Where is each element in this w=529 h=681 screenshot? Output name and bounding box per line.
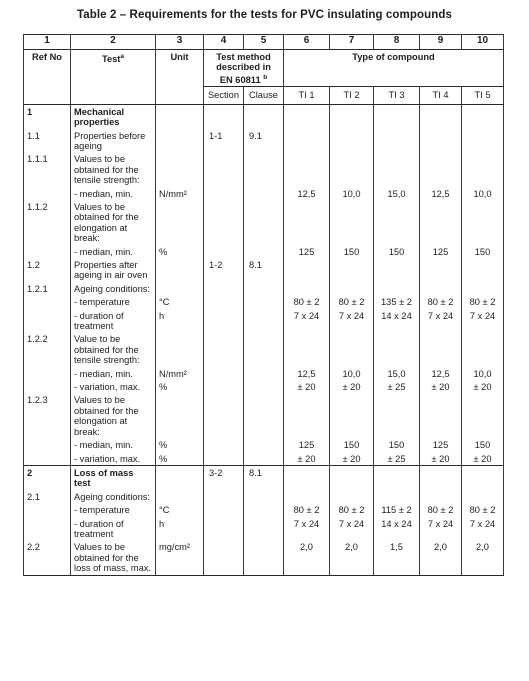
compound-value-cell (284, 129, 330, 153)
compound-value-cell (330, 332, 374, 366)
compound-value-cell (462, 332, 504, 366)
ref-no-cell: 1.1.1 (24, 152, 71, 186)
compound-value-cell (462, 465, 504, 489)
clause-cell (244, 367, 284, 380)
ref-no-cell: 1.2.3 (24, 393, 71, 438)
table-row (24, 438, 504, 451)
compound-value-cell: 14 x 24 (374, 309, 420, 333)
compound-value-cell (284, 465, 330, 489)
unit-cell: N/mm² (156, 187, 204, 200)
unit-cell (156, 129, 204, 153)
compound-value-cell: 80 ± 2 (462, 503, 504, 516)
table-body (24, 104, 504, 575)
unit-cell: mg/cm² (156, 540, 204, 575)
compound-value-cell (374, 465, 420, 489)
section-cell (204, 104, 244, 128)
compound-value-cell: 80 ± 2 (330, 503, 374, 516)
clause-cell (244, 187, 284, 200)
compound-value-cell (420, 200, 462, 245)
compound-value-cell: 125 (284, 245, 330, 258)
compound-value-cell (420, 282, 462, 295)
header-ref-no: Ref No (24, 50, 71, 105)
ref-no-cell: 1 (24, 104, 71, 128)
compound-value-cell: 125 (420, 245, 462, 258)
compound-value-cell (420, 129, 462, 153)
test-cell: Loss of mass test (71, 465, 156, 489)
unit-cell (156, 465, 204, 489)
clause-cell (244, 452, 284, 466)
clause-cell (244, 295, 284, 308)
test-cell: Properties before ageing (71, 129, 156, 153)
header-test: Test$^a$ (71, 50, 156, 105)
table-row (24, 503, 504, 516)
column-number: 3 (156, 35, 204, 50)
ref-no-cell: 2.1 (24, 490, 71, 503)
unit-cell (156, 104, 204, 128)
compound-value-cell (420, 490, 462, 503)
compound-value-cell: 150 (374, 438, 420, 451)
table-caption: Table 2 – Requirements for the tests for PVC insulating compounds (77, 9, 452, 21)
compound-value-cell (462, 129, 504, 153)
clause-cell (244, 503, 284, 516)
ref-no-cell (24, 452, 71, 466)
ref-no-cell: 2.2 (24, 540, 71, 575)
table-row (24, 282, 504, 295)
compound-value-cell (462, 258, 504, 282)
table-row (24, 187, 504, 200)
compound-value-cell (374, 200, 420, 245)
compound-value-cell (284, 282, 330, 295)
compound-value-cell: 150 (462, 245, 504, 258)
table-row (24, 393, 504, 438)
clause-cell (244, 104, 284, 128)
table-row (24, 540, 504, 575)
section-cell (204, 490, 244, 503)
compound-value-cell: 2,0 (330, 540, 374, 575)
compound-value-cell: 80 ± 2 (420, 295, 462, 308)
test-cell: Properties after ageing in air oven (71, 258, 156, 282)
test-cell: Values to be obtained for the elongation at break: (71, 200, 156, 245)
table-row (24, 452, 504, 466)
test-cell: - median, min. (71, 438, 156, 451)
column-number: 8 (374, 35, 420, 50)
compound-value-cell (462, 282, 504, 295)
compound-value-cell (374, 490, 420, 503)
compound-value-cell: 7 x 24 (284, 309, 330, 333)
table-row (24, 258, 504, 282)
section-cell: 3-2 (204, 465, 244, 489)
section-cell: 1-2 (204, 258, 244, 282)
clause-cell (244, 309, 284, 333)
compound-value-cell (462, 200, 504, 245)
compound-value-cell (284, 490, 330, 503)
compound-value-cell (374, 258, 420, 282)
unit-cell: °C (156, 503, 204, 516)
section-cell (204, 393, 244, 438)
column-number-row (24, 35, 504, 50)
table-row (24, 104, 504, 128)
unit-cell (156, 152, 204, 186)
compound-value-cell: 135 ± 2 (374, 295, 420, 308)
ref-no-cell (24, 367, 71, 380)
compound-value-cell: ± 20 (284, 380, 330, 393)
unit-cell (156, 393, 204, 438)
compound-value-cell (330, 200, 374, 245)
test-cell: Ageing conditions: (71, 282, 156, 295)
compound-value-cell (330, 129, 374, 153)
unit-cell: % (156, 438, 204, 451)
clause-cell (244, 393, 284, 438)
column-number: 6 (284, 35, 330, 50)
compound-value-cell (420, 465, 462, 489)
header-compound: TI 1 (284, 87, 330, 104)
compound-value-cell: 2,0 (284, 540, 330, 575)
table-row (24, 490, 504, 503)
compound-value-cell (330, 393, 374, 438)
compound-value-cell (374, 104, 420, 128)
column-number: 10 (462, 35, 504, 50)
compound-value-cell: 12,5 (284, 187, 330, 200)
clause-cell (244, 380, 284, 393)
clause-cell (244, 282, 284, 295)
section-cell (204, 517, 244, 541)
test-cell: - temperature (71, 503, 156, 516)
section-cell (204, 309, 244, 333)
compound-value-cell: ± 25 (374, 380, 420, 393)
compound-value-cell: ± 20 (462, 452, 504, 466)
table-row (24, 245, 504, 258)
table-row (24, 309, 504, 333)
test-cell: Mechanical properties (71, 104, 156, 128)
compound-value-cell (330, 465, 374, 489)
compound-value-cell (374, 332, 420, 366)
section-cell (204, 438, 244, 451)
test-cell: - variation, max. (71, 380, 156, 393)
compound-value-cell (420, 332, 462, 366)
compound-value-cell: 7 x 24 (330, 517, 374, 541)
test-cell: - median, min. (71, 367, 156, 380)
clause-cell (244, 152, 284, 186)
unit-cell: °C (156, 295, 204, 308)
compound-value-cell (330, 490, 374, 503)
table-row (24, 380, 504, 393)
compound-value-cell: 115 ± 2 (374, 503, 420, 516)
compound-value-cell: ± 20 (420, 452, 462, 466)
compound-value-cell: 80 ± 2 (330, 295, 374, 308)
compound-value-cell: 10,0 (330, 367, 374, 380)
compound-value-cell (284, 152, 330, 186)
ref-no-cell (24, 380, 71, 393)
compound-value-cell: ± 25 (374, 452, 420, 466)
compound-value-cell: 7 x 24 (330, 309, 374, 333)
header-compound: TI 5 (462, 87, 504, 104)
compound-value-cell: 2,0 (420, 540, 462, 575)
table-row (24, 465, 504, 489)
compound-value-cell: 10,0 (462, 367, 504, 380)
ref-no-cell: 2 (24, 465, 71, 489)
section-cell (204, 245, 244, 258)
compound-value-cell (284, 393, 330, 438)
unit-cell (156, 282, 204, 295)
compound-value-cell: ± 20 (420, 380, 462, 393)
test-cell: - variation, max. (71, 452, 156, 466)
section-cell (204, 380, 244, 393)
column-number: 5 (244, 35, 284, 50)
section-cell (204, 200, 244, 245)
compound-value-cell (420, 258, 462, 282)
header-compound: TI 4 (420, 87, 462, 104)
ref-no-cell: 1.2.2 (24, 332, 71, 366)
clause-cell: 8.1 (244, 258, 284, 282)
ref-no-cell (24, 245, 71, 258)
clause-cell: 8.1 (244, 465, 284, 489)
compound-value-cell (330, 282, 374, 295)
section-cell (204, 367, 244, 380)
compound-value-cell (330, 258, 374, 282)
clause-cell: 9.1 (244, 129, 284, 153)
compound-value-cell (420, 152, 462, 186)
compound-value-cell (284, 200, 330, 245)
compound-value-cell (462, 393, 504, 438)
table-row (24, 152, 504, 186)
unit-cell: % (156, 380, 204, 393)
compound-value-cell: 2,0 (462, 540, 504, 575)
compound-value-cell: ± 20 (330, 452, 374, 466)
test-cell: Values to be obtained for the elongation at break: (71, 393, 156, 438)
compound-value-cell: 7 x 24 (284, 517, 330, 541)
compound-value-cell (462, 152, 504, 186)
compound-value-cell (462, 490, 504, 503)
clause-cell (244, 332, 284, 366)
header-compound: TI 2 (330, 87, 374, 104)
compound-value-cell (462, 104, 504, 128)
unit-cell: h (156, 517, 204, 541)
test-cell: Values to be obtained for the tensile strength: (71, 152, 156, 186)
unit-cell (156, 200, 204, 245)
unit-cell: % (156, 452, 204, 466)
compound-value-cell (330, 152, 374, 186)
compound-value-cell: 7 x 24 (462, 309, 504, 333)
compound-value-cell: 125 (284, 438, 330, 451)
header-test-method: Test method described in EN 60811 $^b$ (204, 50, 284, 87)
ref-no-cell (24, 438, 71, 451)
header-type-of-compound: Type of compound (284, 50, 504, 87)
column-number: 1 (24, 35, 71, 50)
compound-value-cell: 80 ± 2 (462, 295, 504, 308)
test-cell: Value to be obtained for the tensile strength: (71, 332, 156, 366)
compound-value-cell: 125 (420, 438, 462, 451)
column-number: 4 (204, 35, 244, 50)
section-cell (204, 332, 244, 366)
section-cell (204, 540, 244, 575)
ref-no-cell: 1.2 (24, 258, 71, 282)
ref-no-cell (24, 309, 71, 333)
unit-cell (156, 258, 204, 282)
compound-value-cell (374, 282, 420, 295)
clause-cell (244, 540, 284, 575)
ref-no-cell: 1.1.2 (24, 200, 71, 245)
clause-cell (244, 517, 284, 541)
requirements-table (23, 34, 504, 576)
table-row (24, 332, 504, 366)
section-cell (204, 152, 244, 186)
compound-value-cell (374, 129, 420, 153)
compound-value-cell (374, 393, 420, 438)
unit-cell (156, 332, 204, 366)
compound-value-cell (284, 258, 330, 282)
compound-value-cell: 150 (374, 245, 420, 258)
ref-no-cell (24, 295, 71, 308)
table-row (24, 367, 504, 380)
compound-value-cell: 150 (462, 438, 504, 451)
column-number: 7 (330, 35, 374, 50)
test-cell: - duration of treatment (71, 309, 156, 333)
column-number: 2 (71, 35, 156, 50)
compound-value-cell (284, 332, 330, 366)
test-cell: - median, min. (71, 187, 156, 200)
compound-value-cell (420, 104, 462, 128)
compound-value-cell (284, 104, 330, 128)
compound-value-cell: 1,5 (374, 540, 420, 575)
unit-cell: N/mm² (156, 367, 204, 380)
table-row (24, 295, 504, 308)
compound-value-cell: 15,0 (374, 187, 420, 200)
ref-no-cell (24, 517, 71, 541)
compound-value-cell: 12,5 (420, 367, 462, 380)
clause-cell (244, 245, 284, 258)
ref-no-cell (24, 187, 71, 200)
section-cell (204, 503, 244, 516)
header-unit: Unit (156, 50, 204, 105)
test-cell: - median, min. (71, 245, 156, 258)
table-row (24, 200, 504, 245)
compound-value-cell: 7 x 24 (420, 517, 462, 541)
compound-value-cell: 80 ± 2 (284, 503, 330, 516)
compound-value-cell: 10,0 (330, 187, 374, 200)
compound-value-cell: 150 (330, 245, 374, 258)
compound-value-cell: ± 20 (462, 380, 504, 393)
test-cell: - temperature (71, 295, 156, 308)
test-cell: Values to be obtained for the loss of mass, max. (71, 540, 156, 575)
ref-no-cell: 1.1 (24, 129, 71, 153)
ref-no-cell (24, 503, 71, 516)
unit-cell: % (156, 245, 204, 258)
table-row (24, 129, 504, 153)
section-cell (204, 452, 244, 466)
compound-value-cell: 7 x 24 (462, 517, 504, 541)
section-cell: 1-1 (204, 129, 244, 153)
column-number: 9 (420, 35, 462, 50)
unit-cell (156, 490, 204, 503)
compound-value-cell: 15,0 (374, 367, 420, 380)
test-cell: - duration of treatment (71, 517, 156, 541)
section-cell (204, 187, 244, 200)
compound-value-cell (330, 104, 374, 128)
ref-no-cell: 1.2.1 (24, 282, 71, 295)
compound-value-cell (420, 393, 462, 438)
header-row (24, 50, 504, 87)
clause-cell (244, 438, 284, 451)
clause-cell (244, 200, 284, 245)
clause-cell (244, 490, 284, 503)
compound-value-cell: 12,5 (284, 367, 330, 380)
header-compound: TI 3 (374, 87, 420, 104)
unit-cell: h (156, 309, 204, 333)
compound-value-cell: 80 ± 2 (284, 295, 330, 308)
compound-value-cell: 7 x 24 (420, 309, 462, 333)
compound-value-cell: 150 (330, 438, 374, 451)
compound-value-cell: 10,0 (462, 187, 504, 200)
table-row (24, 517, 504, 541)
compound-value-cell: ± 20 (330, 380, 374, 393)
section-cell (204, 282, 244, 295)
section-cell (204, 295, 244, 308)
header-section: Section (204, 87, 244, 104)
compound-value-cell: 80 ± 2 (420, 503, 462, 516)
test-cell: Ageing conditions: (71, 490, 156, 503)
compound-value-cell (374, 152, 420, 186)
compound-value-cell: 12,5 (420, 187, 462, 200)
compound-value-cell: 14 x 24 (374, 517, 420, 541)
compound-value-cell: ± 20 (284, 452, 330, 466)
header-clause: Clause (244, 87, 284, 104)
